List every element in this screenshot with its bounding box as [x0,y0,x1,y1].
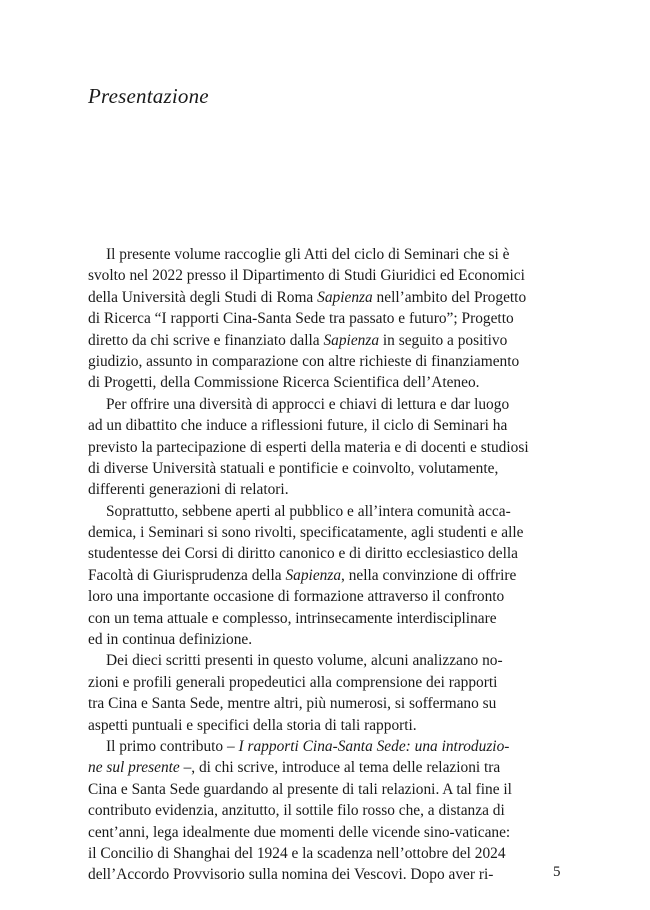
text-run: della Università degli Studi di Roma [88,288,318,306]
text-line [88,415,564,436]
text-line [88,479,564,500]
text-line [88,543,564,564]
text-line [88,715,564,736]
text-run: giudizio, assunto in comparazione con altre richieste di finanziamento [88,352,520,370]
text-run: svolto nel 2022 presso il Dipartimento di Studi Giuridici ed Economici [88,267,525,285]
text-line [88,864,564,885]
text-run: Il presente volume raccoglie gli Atti del ciclo di Seminari che si è [106,246,510,263]
text-line [88,757,564,778]
text-line [88,351,564,372]
text-line [88,586,564,607]
text-run: zioni e profili generali propedeutici alla comprensione dei rapporti [88,673,498,691]
text-run: , nella convinzione di offrire [341,566,517,584]
text-line [88,822,564,843]
text-run: studentesse dei Corsi di diritto canonico e di diritto ecclesiastico della [88,545,518,563]
text-line [88,287,564,308]
text-run: di diverse Università statuali e pontificie e coinvolto, volutamente, [88,459,499,477]
text-line [88,779,564,800]
text-run: aspetti puntuali e specifici della storia di tali rapporti. [88,716,417,734]
italic-text: ne sul presente [88,759,180,777]
text-run: Dei dieci scritti presenti in questo volume, alcuni analizzano no- [106,652,503,670]
text-run: con un tema attuale e complesso, intrinsecamente interdisciplinare [88,609,497,627]
text-run: ad un dibattito che induce a riflessioni future, il ciclo di Seminari ha [88,417,508,435]
text-line [88,629,564,650]
text-line [88,394,564,415]
text-run: loro una importante occasione di formazione attraverso il confronto [88,588,505,606]
text-line [88,800,564,821]
text-run: nell’ambito del Progetto [372,288,527,306]
text-line [88,565,564,586]
italic-text: Sapienza [323,331,380,349]
text-line [88,458,564,479]
text-run: tra Cina e Santa Sede, mentre altri, più numerosi, si soffermano su [88,695,497,713]
text-run: demica, i Seminari si sono rivolti, specificatamente, agli studenti e alle [88,524,524,542]
text-line [88,736,564,757]
text-run: previsto la partecipazione di esperti della materia e di docenti e studiosi [88,438,529,456]
text-line [88,308,564,329]
text-line [88,501,564,522]
text-line [88,608,564,629]
text-run: il Concilio di Shanghai del 1924 e la scadenza nell’ottobre del 2024 [88,844,506,862]
text-line [88,672,564,693]
chapter-title: Presentazione [88,84,209,108]
text-line [88,372,564,393]
text-line [88,437,564,458]
text-line [88,843,564,864]
text-run: di Progetti, della Commissione Ricerca Scientifica dell’Ateneo. [88,374,480,392]
text-run: cent’anni, lega idealmente due momenti delle vicende sino-vaticane: [88,823,511,841]
text-line [88,650,564,671]
text-run: differenti generazioni di relatori. [88,481,289,499]
text-run: ed in continua definizione. [88,631,253,649]
text-line [88,693,564,714]
italic-text: Sapienza [285,566,342,584]
text-run: Facoltà di Giurisprudenza della [88,566,286,584]
italic-text: Sapienza [317,288,373,306]
text-run: Soprattutto, sebbene aperti al pubblico e all’intera comunità acca- [106,502,511,520]
text-line [88,522,564,543]
text-run: Per offrire una diversità di approcci e chiavi di lettura e dar luogo [106,395,510,413]
text-line [88,330,564,351]
text-run: Cina e Santa Sede guardando al presente di tali relazioni. A tal fine il [88,780,512,798]
text-line [88,244,564,265]
text-line [88,265,564,286]
page-number: 5 [553,864,561,880]
text-run: –, di chi scrive, introduce al tema delle relazioni tra [179,759,501,777]
body-text [88,244,564,886]
text-run: contributo evidenzia, anzitutto, il sottile filo rosso che, a distanza di [88,802,505,820]
text-run: dell’Accordo Provvisorio sulla nomina dei Vescovi. Dopo aver ri- [88,866,494,884]
text-run: diretto da chi scrive e finanziato dalla [88,331,324,349]
text-run: di Ricerca “I rapporti Cina-Santa Sede tra passato e futuro”; Progetto [88,310,514,328]
text-run: Il primo contributo – [106,737,239,755]
italic-text: I rapporti Cina-Santa Sede: una introduzio- [238,737,510,755]
text-run: in seguito a positivo [379,331,508,349]
